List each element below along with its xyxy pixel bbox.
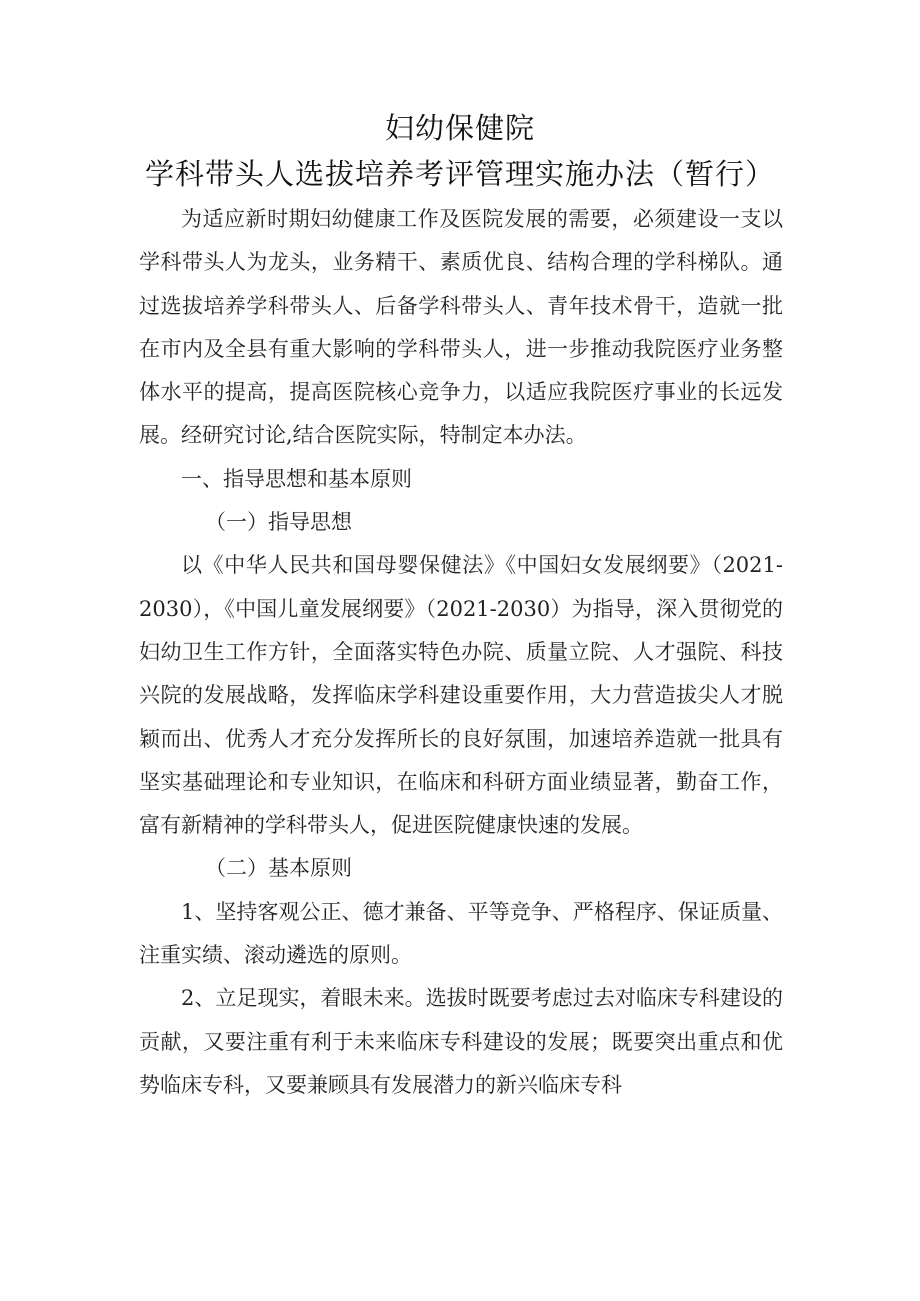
document-title-line-2: 学科带头人选拔培养考评管理实施办法（暂行） — [144, 157, 775, 191]
document-body — [139, 198, 783, 1107]
section-heading-guiding-principles: 一、指导思想和基本原则 — [181, 466, 412, 491]
subsection-heading-basic-principles: （二）基本原则 — [205, 856, 352, 881]
subsection-heading-guiding-thought: （一）指导思想 — [205, 510, 352, 535]
document-title-line-1: 妇幼保健院 — [384, 111, 535, 145]
intro-paragraph: 为适应新时期妇幼健康工作及医院发展的需要，必须建设一支以学科带头人为龙头，业务精干、素质优良、结构合理的学科梯队。通过选拔培养学科带头人、后备学科带头人、青年技术骨干，造就一批在市内及全县有重大影响的学科带头人，进一步推动我院医疗业务整体水平的提高，提高医院核心竞争力，以适应我院医疗事业的长远发展。经研究讨论,结合医院实际，特制定本办法。 — [139, 207, 783, 448]
principle-item-2: 2、立足现实，着眼未来。选拔时既要考虑过去对临床专科建设的贡献，又要注重有利于未来临床专科建设的发展；既要突出重点和优势临床专科，又要兼顾具有发展潜力的新兴临床专科 — [139, 986, 783, 1097]
principle-item-1: 1、坚持客观公正、德才兼备、平等竞争、严格程序、保证质量、注重实绩、滚动遴选的原则。 — [139, 899, 783, 968]
guiding-thought-paragraph: 以《中华人民共和国母婴保健法》《中国妇女发展纲要》（2021-2030），《中国儿童发展纲要》（2021-2030）为指导，深入贯彻党的妇幼卫生工作方针，全面落实特色办院、质量立院、人才强院、科技兴院的发展战略，发挥临床学科建设重要作用，大力营造拔尖人才脱颖而出、优秀人才充分发挥所长的良好氛围，加速培养造就一批具有坚实基础理论和专业知识，在临床和科研方面业绩显著，勤奋工作，富有新精神的学科带头人，促进医院健康快速的发展。 — [139, 553, 783, 838]
